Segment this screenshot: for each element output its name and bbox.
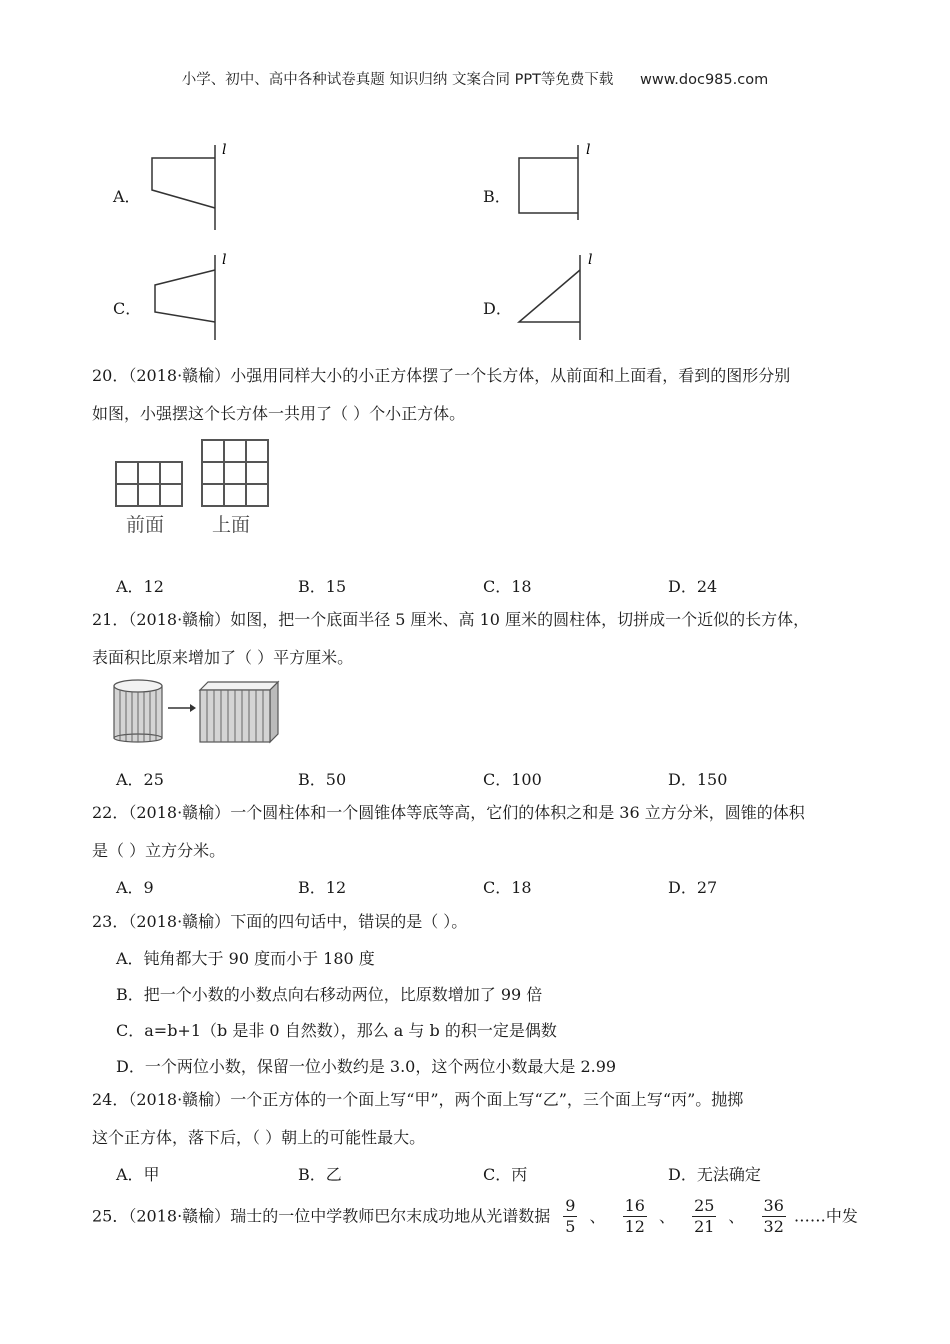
header-url[interactable]: www.doc985.com (640, 72, 769, 88)
q19-line-label-c: l (222, 252, 227, 268)
q24-text-1: 一个正方体的一个面上写“甲”，两个面上写“乙”，三个面上写“丙”。抛掷 (230, 1090, 744, 1109)
q25-fraction-2: $\frac{16}{12}$ (624, 1196, 645, 1236)
q25-text: 瑞士的一位中学教师巴尔末成功地从光谱数据 (230, 1206, 551, 1226)
q23-option-b[interactable]: B．把一个小数的小数点向右移动两位，比原数增加了 99 倍 (116, 985, 543, 1004)
q20-line2: 如图，小强摆这个长方体一共用了（ ）个小正方体。 (92, 404, 466, 423)
q25-separator: 、 (589, 1206, 606, 1226)
q22-number: 22． (92, 803, 129, 822)
q21-line1 (92, 608, 809, 632)
q21-option-d[interactable]: D．150 (668, 770, 728, 789)
q23-text-1: 下面的四句话中，错误的是（ ）。 (230, 912, 468, 931)
q21-figure (110, 678, 285, 744)
q25-separator: 、 (728, 1206, 745, 1226)
q19-figure-b (510, 140, 610, 235)
q24-option-d[interactable]: D．无法确定 (668, 1165, 761, 1184)
q22-option-d[interactable]: D．27 (668, 878, 718, 897)
q20-source: （2018·赣榆） (128, 366, 231, 385)
q21-line2: 表面积比原来增加了（ ）平方厘米。 (92, 648, 354, 667)
q20-option-a[interactable]: A．12 (116, 577, 164, 596)
q23-option-a[interactable]: A．钝角都大于 90 度而小于 180 度 (116, 949, 375, 968)
q24-number: 24． (92, 1090, 129, 1109)
q20-number: 20． (92, 366, 129, 385)
q21-text-1: 如图，把一个底面半径 5 厘米、高 10 厘米的圆柱体，切拼成一个近似的长方体， (230, 610, 810, 629)
q19-line-label-a: l (222, 142, 227, 158)
q21-option-c[interactable]: C．100 (483, 770, 542, 789)
q19-figure-d (510, 250, 610, 345)
q23-number: 23． (92, 912, 129, 931)
q20-label-top: 上面 (212, 514, 251, 536)
q25-source: （2018·赣榆） (128, 1206, 231, 1226)
q19-option-b-label[interactable]: B． (483, 187, 511, 206)
q23-source: （2018·赣榆） (128, 912, 231, 931)
q20-option-c[interactable]: C．18 (483, 577, 532, 596)
q19-line-label-d: l (588, 252, 593, 268)
header-text: 小学、初中、高中各种试卷真题 知识归纳 文案合同 PPT等免费下载 (181, 72, 614, 88)
q23-option-d[interactable]: D．一个两位小数，保留一位小数约是 3.0，这个两位小数最大是 2.99 (116, 1057, 617, 1076)
q25-fraction-3: $\frac{25}{21}$ (694, 1196, 715, 1236)
q22-line1 (92, 801, 805, 825)
q22-text-1: 一个圆柱体和一个圆锥体等底等高，它们的体积之和是 36 立方分米，圆锥的体积 (230, 803, 805, 822)
q19-figure-a (140, 140, 240, 235)
q20-option-b[interactable]: B．15 (298, 577, 347, 596)
q20-label-front: 前面 (126, 514, 165, 536)
q20-option-d[interactable]: D．24 (668, 577, 718, 596)
q25-separator: 、 (658, 1206, 675, 1226)
q25-fraction-4: $\frac{36}{32}$ (763, 1196, 784, 1236)
q20-figure (110, 436, 290, 541)
q19-figure-c (140, 250, 240, 345)
q21-option-b[interactable]: B．50 (298, 770, 347, 789)
q21-source: （2018·赣榆） (128, 610, 231, 629)
q23-line1 (92, 910, 467, 934)
q25-line1 (92, 1196, 858, 1237)
q19-option-c-label[interactable]: C． (113, 299, 142, 318)
q21-option-a[interactable]: A．25 (116, 770, 164, 789)
q20-line1 (92, 364, 790, 388)
q22-line2: 是（ ）立方分米。 (92, 841, 226, 860)
q24-option-c[interactable]: C．丙 (483, 1165, 528, 1184)
q24-line1 (92, 1088, 743, 1112)
q19-option-a-label[interactable]: A． (113, 187, 141, 206)
q25-tail: ……中发 (793, 1206, 858, 1226)
q21-number: 21． (92, 610, 129, 629)
q24-option-a[interactable]: A．甲 (116, 1165, 160, 1184)
q19-line-label-b: l (586, 142, 591, 158)
q20-text-1: 小强用同样大小的小正方体摆了一个长方体，从前面和上面看，看到的图形分别 (230, 366, 791, 385)
q22-option-a[interactable]: A．9 (116, 878, 154, 897)
q19-option-d-label[interactable]: D． (483, 299, 512, 318)
q22-option-c[interactable]: C．18 (483, 878, 532, 897)
q22-option-b[interactable]: B．12 (298, 878, 347, 897)
q24-line2: 这个正方体，落下后，（ ）朝上的可能性最大。 (92, 1128, 426, 1147)
q23-option-c[interactable]: C．a=b+1（b 是非 0 自然数），那么 a 与 b 的积一定是偶数 (116, 1021, 557, 1040)
q25-fraction-1: $\frac{9}{5}$ (565, 1196, 576, 1236)
q22-source: （2018·赣榆） (128, 803, 231, 822)
page-header (0, 68, 950, 89)
q24-option-b[interactable]: B．乙 (298, 1165, 342, 1184)
q24-source: （2018·赣榆） (128, 1090, 231, 1109)
q25-number: 25． (92, 1206, 129, 1226)
